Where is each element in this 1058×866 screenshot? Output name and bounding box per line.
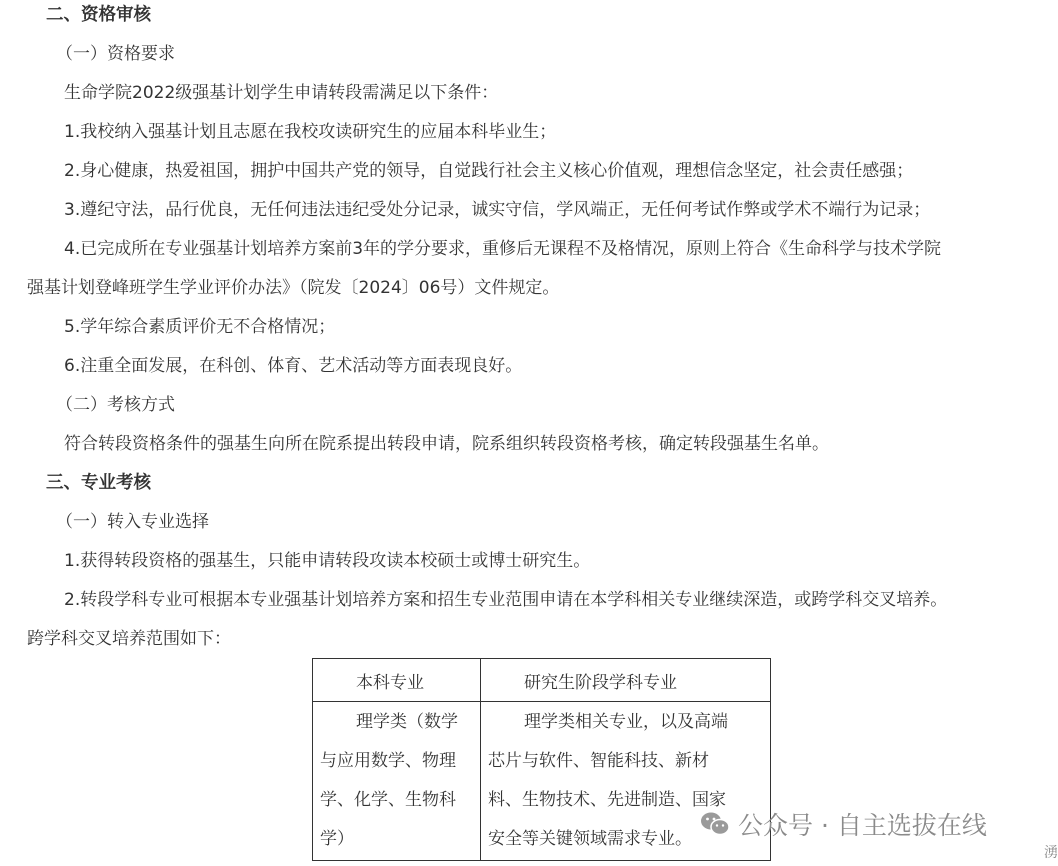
cell-line: 料、生物技术、先进制造、国家: [487, 790, 726, 810]
subheading-major-selection: （一）转入专业选择: [56, 512, 209, 532]
selection-item-2: 2.转段学科专业可根据本专业强基计划培养方案和招生专业范围申请在本学科相关专业继续深造，或跨学科交叉培养。: [64, 590, 948, 610]
condition-3: 3.遵纪守法，品行优良，无任何违法违纪受处分记录，诚实守信，学风端正，无任何考试作弊或学术不端行为记录；: [64, 200, 931, 220]
section-heading-major-assessment: 三、专业考核: [46, 473, 151, 493]
subheading-requirements: （一）资格要求: [56, 44, 175, 64]
cell-line: 理学类（数学: [356, 712, 458, 732]
condition-4-line-1: 4.已完成所在专业强基计划培养方案前3年的学分要求，重修后无课程不及格情况，原则上符合《生命科学与技术学院: [64, 239, 942, 259]
cell-line: 与应用数学、物理: [320, 751, 456, 771]
cell-line: 学）: [320, 829, 354, 849]
condition-5: 5.学年综合素质评价无不合格情况；: [64, 317, 336, 337]
cross-discipline-intro: 跨学科交叉培养范围如下：: [27, 629, 231, 649]
edge-fragment-text: 湧: [1044, 845, 1058, 861]
watermark-text: 公众号 · 自主选拔在线: [738, 811, 987, 840]
section-heading-qualification-review: 二、资格审核: [46, 5, 151, 25]
condition-4-line-2: 强基计划登峰班学生学业评价办法》（院发〔2024〕06号）文件规定。: [27, 278, 560, 298]
header-graduate-major: 研究生阶段学科专业: [523, 672, 677, 693]
selection-item-1: 1.获得转段资格的强基生，只能申请转段攻读本校硕士或博士研究生。: [64, 551, 591, 571]
wechat-watermark: [700, 806, 987, 842]
condition-1: 1.我校纳入强基计划且志愿在我校攻读研究生的应届本科毕业生；: [64, 122, 557, 142]
cell-line: 学、化学、生物科: [320, 790, 456, 810]
header-undergrad-major: 本科专业: [356, 672, 424, 693]
cell-line: 安全等关键领域需求专业。: [487, 829, 692, 849]
table-header-cell: [313, 659, 481, 702]
cell-line: 理学类相关专业，以及高端: [523, 712, 728, 732]
intro-paragraph: 生命学院2022级强基计划学生申请转段需满足以下条件：: [64, 83, 499, 103]
table-header-row: [313, 659, 771, 702]
condition-6: 6.注重全面发展，在科创、体育、艺术活动等方面表现良好。: [64, 356, 523, 376]
wechat-icon: [700, 811, 730, 837]
assessment-paragraph: 符合转段资格条件的强基生向所在院系提出转段申请，院系组织转段资格考核，确定转段强基生名单。: [64, 434, 829, 454]
table-header-cell: [480, 659, 770, 702]
cell-line: 芯片与软件、智能科技、新材: [487, 751, 709, 771]
subheading-assessment-method: （二）考核方式: [56, 395, 175, 415]
undergrad-major-cell: [313, 702, 481, 861]
condition-2: 2.身心健康，热爱祖国，拥护中国共产党的领导，自觉践行社会主义核心价值观，理想信念坚定，社会责任感强；: [64, 161, 914, 181]
